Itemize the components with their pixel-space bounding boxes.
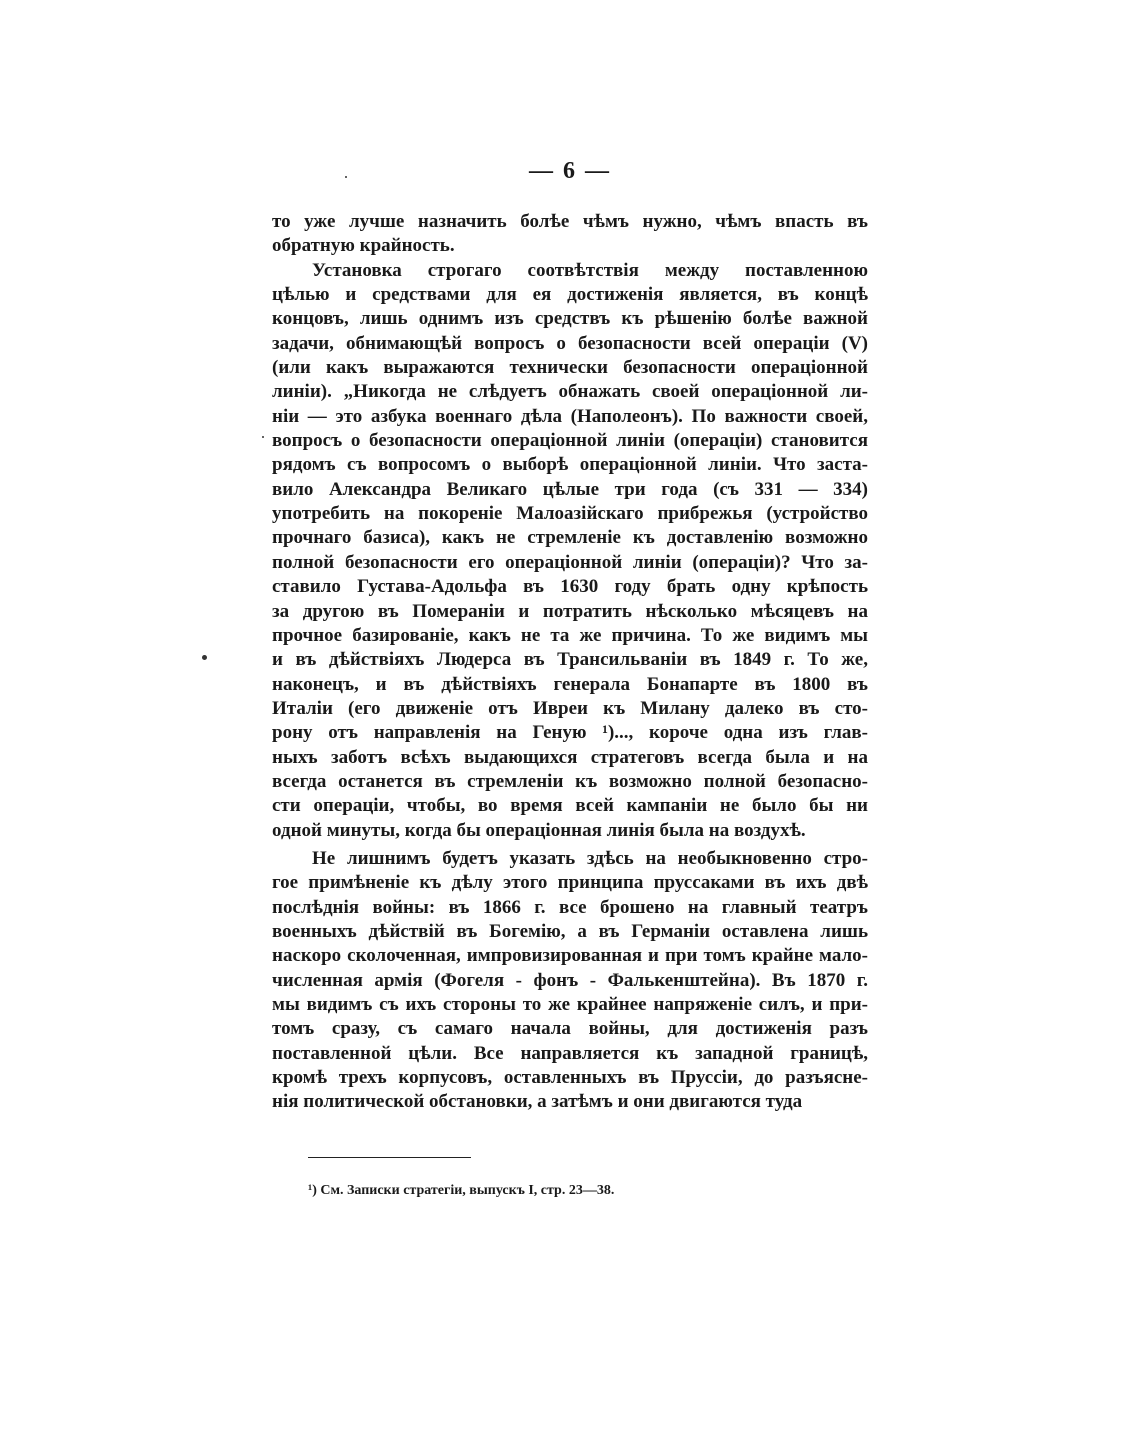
text-line: цѣлью и средствами для ея достиженія является, въ концѣ xyxy=(272,284,868,306)
text-line: рону отъ направленія на Геную ¹)..., короче одна изъ глав- xyxy=(272,722,868,744)
text-line: всегда останется въ стремленіи къ возможно полной безопасно- xyxy=(272,770,868,792)
text-line: военныхъ дѣйствій въ Богемію, а въ Германіи оставлена лишь xyxy=(272,920,868,942)
text-line: вило Александра Великаго цѣлые три года (съ 331 — 334) xyxy=(272,478,868,500)
text-line: за другою въ Помераніи и потратить нѣсколько мѣсяцевъ на xyxy=(272,600,868,622)
print-speck xyxy=(262,436,264,438)
text-line: то уже лучше назначить болѣе чѣмъ нужно, чѣмъ впасть въ xyxy=(272,211,868,232)
text-line: концовъ, лишь однимъ изъ средствъ къ рѣшенію болѣе важной xyxy=(272,308,868,330)
text-line: послѣднія войны: въ 1866 г. все брошено на главный театръ xyxy=(272,896,868,918)
text-line: употребить на покореніе Малоазійскаго прибрежья (устройство xyxy=(272,503,868,525)
text-line: линіи). „Никогда не слѣдуетъ обнажать своей операціонной ли- xyxy=(272,381,868,403)
text-line: Италіи (его движеніе отъ Ивреи къ Милану далеко въ сто- xyxy=(272,697,868,719)
text-line: ныхъ заботъ всѣхъ выдающихся стратеговъ всегда была и на xyxy=(272,746,868,768)
text-line: Не лишнимъ будетъ указать здѣсь на необыкновенно стро- xyxy=(312,847,868,869)
text-line: сти операціи, чтобы, во время всей кампаніи не было бы ни xyxy=(272,795,868,817)
text-line: (или какъ выражаются технически безопасности операціонной xyxy=(272,357,868,379)
text-line: прочнаго базиса), какъ не стремленіе къ доставленію возможно xyxy=(272,527,868,549)
paragraph xyxy=(272,847,868,1115)
text-line: кромѣ трехъ корпусовъ, оставленныхъ въ Пруссіи, до разъясне- xyxy=(272,1067,868,1089)
text-line: обратную крайность. xyxy=(272,235,455,257)
text-line: полной безопасности его операціонной линіи (операціи)? Что за- xyxy=(272,551,868,573)
print-speck xyxy=(345,176,347,178)
text-line: вопросъ о безопасности операціонной линіи (операціи) становится xyxy=(272,430,868,452)
body-text xyxy=(272,210,868,1115)
text-line: рядомъ съ вопросомъ о выборѣ операціонной линіи. Что заста- xyxy=(272,454,868,476)
text-line: мы видимъ съ ихъ стороны то же крайнее напряженіе силъ, и при- xyxy=(272,994,868,1015)
text-line: численная армія (Фогеля - фонъ - Фалькенштейна). Въ 1870 г. xyxy=(272,969,868,991)
paragraph xyxy=(272,210,868,259)
text-line: прочное базированіе, какъ не та же причина. То же видимъ мы xyxy=(272,624,868,646)
text-line: нія политической обстановки, а затѣмъ и они двигаются туда xyxy=(272,1091,803,1113)
text-line: ніи — это азбука военнаго дѣла (Наполеонъ). По важности своей, xyxy=(272,405,868,427)
text-line: ставило Густава-Адольфа въ 1630 году брать одну крѣпость xyxy=(272,576,868,598)
paragraph xyxy=(272,259,868,843)
text-line: наскоро сколоченная, импровизированная и при томъ крайне мало- xyxy=(272,945,868,967)
text-line: поставленной цѣли. Все направляется къ западной границѣ, xyxy=(272,1042,868,1064)
text-line: одной минуты, когда бы операціонная линія была на воздухѣ. xyxy=(272,819,806,841)
text-line: Установка строгаго соотвѣтствія между поставленною xyxy=(312,259,868,281)
text-line: и въ дѣйствіяхъ Людерса въ Трансильваніи въ 1849 г. То же, xyxy=(272,649,868,671)
text-line: томъ сразу, съ самаго начала войны, для достиженія разъ xyxy=(272,1018,868,1040)
text-line: задачи, обнимающѣй вопросъ о безопасности всей операціи (V) xyxy=(272,332,868,354)
footnote-rule xyxy=(308,1157,471,1158)
text-line: наконецъ, и въ дѣйствіяхъ генерала Бонапарте въ 1800 въ xyxy=(272,673,868,695)
footnote: ¹) См. Записки стратегіи, выпускъ I, стр. 23—38. xyxy=(308,1183,615,1198)
text-line: гое примѣненіе къ дѣлу этого принципа пруссаками въ ихъ двѣ xyxy=(272,872,868,894)
page-number: — 6 — xyxy=(529,158,611,184)
print-speck xyxy=(202,655,207,660)
